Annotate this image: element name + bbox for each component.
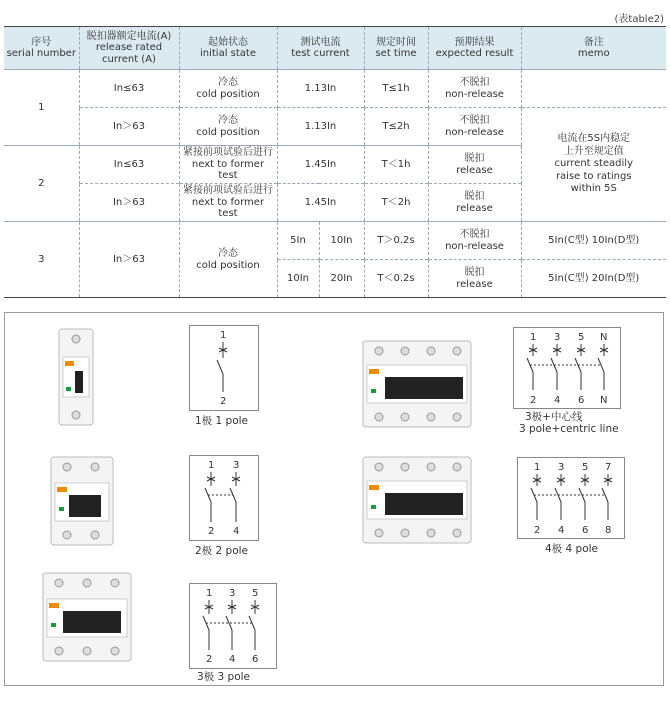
time-cell: T≤2h xyxy=(364,108,428,146)
rated-cell: In≤63 xyxy=(79,70,179,108)
memo-cell xyxy=(521,70,666,108)
rated-cell: In＞63 xyxy=(79,222,179,298)
label-3-pole-n-cn: 3极+中心线 xyxy=(525,411,583,423)
svg-text:5: 5 xyxy=(578,332,585,343)
wiring-diagram-panel xyxy=(4,312,664,686)
state-cell: 冷态 cold position xyxy=(179,70,277,108)
test-current-c-cell: 5In xyxy=(277,222,319,260)
svg-text:N: N xyxy=(600,332,608,343)
rated-cell: In＞63 xyxy=(79,184,179,222)
table-row xyxy=(4,222,666,260)
memo-shared-cell: 电流在5S内稳定 上升至规定值 current steadily raise to ratings within 5S xyxy=(521,108,666,222)
wiring-4-pole xyxy=(517,457,625,539)
svg-text:6: 6 xyxy=(582,525,589,536)
svg-text:4: 4 xyxy=(558,525,565,536)
table-row xyxy=(4,108,666,146)
header-initial-state: 起始状态 initial state xyxy=(179,27,277,70)
svg-text:6: 6 xyxy=(578,395,585,406)
label-3-pole-n-en: 3 pole+centric line xyxy=(519,423,619,435)
result-cell: 脱扣 release xyxy=(428,146,521,184)
test-current-d-cell: 10In xyxy=(319,222,364,260)
svg-text:7: 7 xyxy=(605,462,612,473)
svg-text:5: 5 xyxy=(582,462,589,473)
breaker-3-pole-n-image xyxy=(361,339,473,429)
header-rated-current: 脱扣器额定电流(A) release rated current (A) xyxy=(79,27,179,70)
time-cell: T＜2h xyxy=(364,184,428,222)
test-current-cell: 1.13In xyxy=(277,70,364,108)
svg-text:N: N xyxy=(600,395,608,406)
header-set-time: 规定时间 set time xyxy=(364,27,428,70)
breaker-1-pole-image xyxy=(55,327,97,427)
result-cell: 不脱扣 non-release xyxy=(428,70,521,108)
test-current-cell: 1.13In xyxy=(277,108,364,146)
svg-text:2: 2 xyxy=(534,525,541,536)
svg-text:3: 3 xyxy=(554,332,561,343)
breaker-4-pole-image xyxy=(361,455,473,545)
memo-cell: 5In(C型) 20In(D型) xyxy=(521,260,666,298)
breaker-2-pole-image xyxy=(49,455,115,547)
serial-cell: 1 xyxy=(4,70,79,146)
wiring-2-pole xyxy=(189,455,259,541)
memo-cell: 5In(C型) 10In(D型) xyxy=(521,222,666,260)
time-cell: T＜1h xyxy=(364,146,428,184)
svg-text:1: 1 xyxy=(208,460,215,471)
state-cell: 冷态 cold position xyxy=(179,222,277,298)
result-cell: 不脱扣 non-release xyxy=(428,108,521,146)
state-cell: 冷态 cold position xyxy=(179,108,277,146)
state-cell: 紧接前项试验后进行 next to former test xyxy=(179,146,277,184)
svg-text:2: 2 xyxy=(206,654,213,665)
table-caption: (表table2) xyxy=(614,14,664,25)
svg-text:2: 2 xyxy=(530,395,537,406)
serial-cell: 3 xyxy=(4,222,79,298)
rated-cell: In≤63 xyxy=(79,146,179,184)
label-3-pole: 3极 3 pole xyxy=(197,671,251,683)
serial-cell: 2 xyxy=(4,146,79,222)
svg-text:1: 1 xyxy=(534,462,541,473)
result-cell: 脱扣 release xyxy=(428,184,521,222)
svg-text:4: 4 xyxy=(233,526,240,537)
svg-text:3: 3 xyxy=(558,462,565,473)
svg-text:5: 5 xyxy=(252,588,259,599)
terminal-label: 2 xyxy=(220,396,227,407)
breaker-3-pole-image xyxy=(41,571,133,663)
time-cell: T≤1h xyxy=(364,70,428,108)
test-current-cell: 1.45In xyxy=(277,146,364,184)
time-cell: T＞0.2s xyxy=(364,222,428,260)
test-current-c-cell: 10In xyxy=(277,260,319,298)
header-memo: 备注 memo xyxy=(521,27,666,70)
svg-text:8: 8 xyxy=(605,525,612,536)
wiring-3-pole xyxy=(189,583,277,669)
result-cell: 脱扣 release xyxy=(428,260,521,298)
test-current-d-cell: 20In xyxy=(319,260,364,298)
header-test-current: 测试电流 test current xyxy=(277,27,364,70)
test-current-cell: 1.45In xyxy=(277,184,364,222)
header-serial: 序号 serial number xyxy=(4,27,79,70)
label-1-pole: 1极 1 pole xyxy=(195,415,249,427)
time-cell: T＜0.2s xyxy=(364,260,428,298)
wiring-3-pole-n xyxy=(513,327,621,409)
label-2-pole: 2极 2 pole xyxy=(195,545,249,557)
terminal-label: 1 xyxy=(220,330,227,341)
svg-text:3: 3 xyxy=(229,588,236,599)
svg-text:1: 1 xyxy=(206,588,213,599)
svg-text:4: 4 xyxy=(554,395,561,406)
wiring-1-pole xyxy=(189,325,259,411)
svg-text:4: 4 xyxy=(229,654,236,665)
table-row xyxy=(4,70,666,108)
result-cell: 不脱扣 non-release xyxy=(428,222,521,260)
header-expected-result: 预期结果 expected result xyxy=(428,27,521,70)
rated-cell: In＞63 xyxy=(79,108,179,146)
svg-text:1: 1 xyxy=(530,332,537,343)
test-specification-table xyxy=(4,26,666,298)
svg-text:3: 3 xyxy=(233,460,240,471)
svg-text:2: 2 xyxy=(208,526,215,537)
svg-text:6: 6 xyxy=(252,654,259,665)
state-cell: 紧接前项试验后进行 next to former test xyxy=(179,184,277,222)
label-4-pole: 4极 4 pole xyxy=(545,543,599,555)
header-row xyxy=(4,27,666,70)
